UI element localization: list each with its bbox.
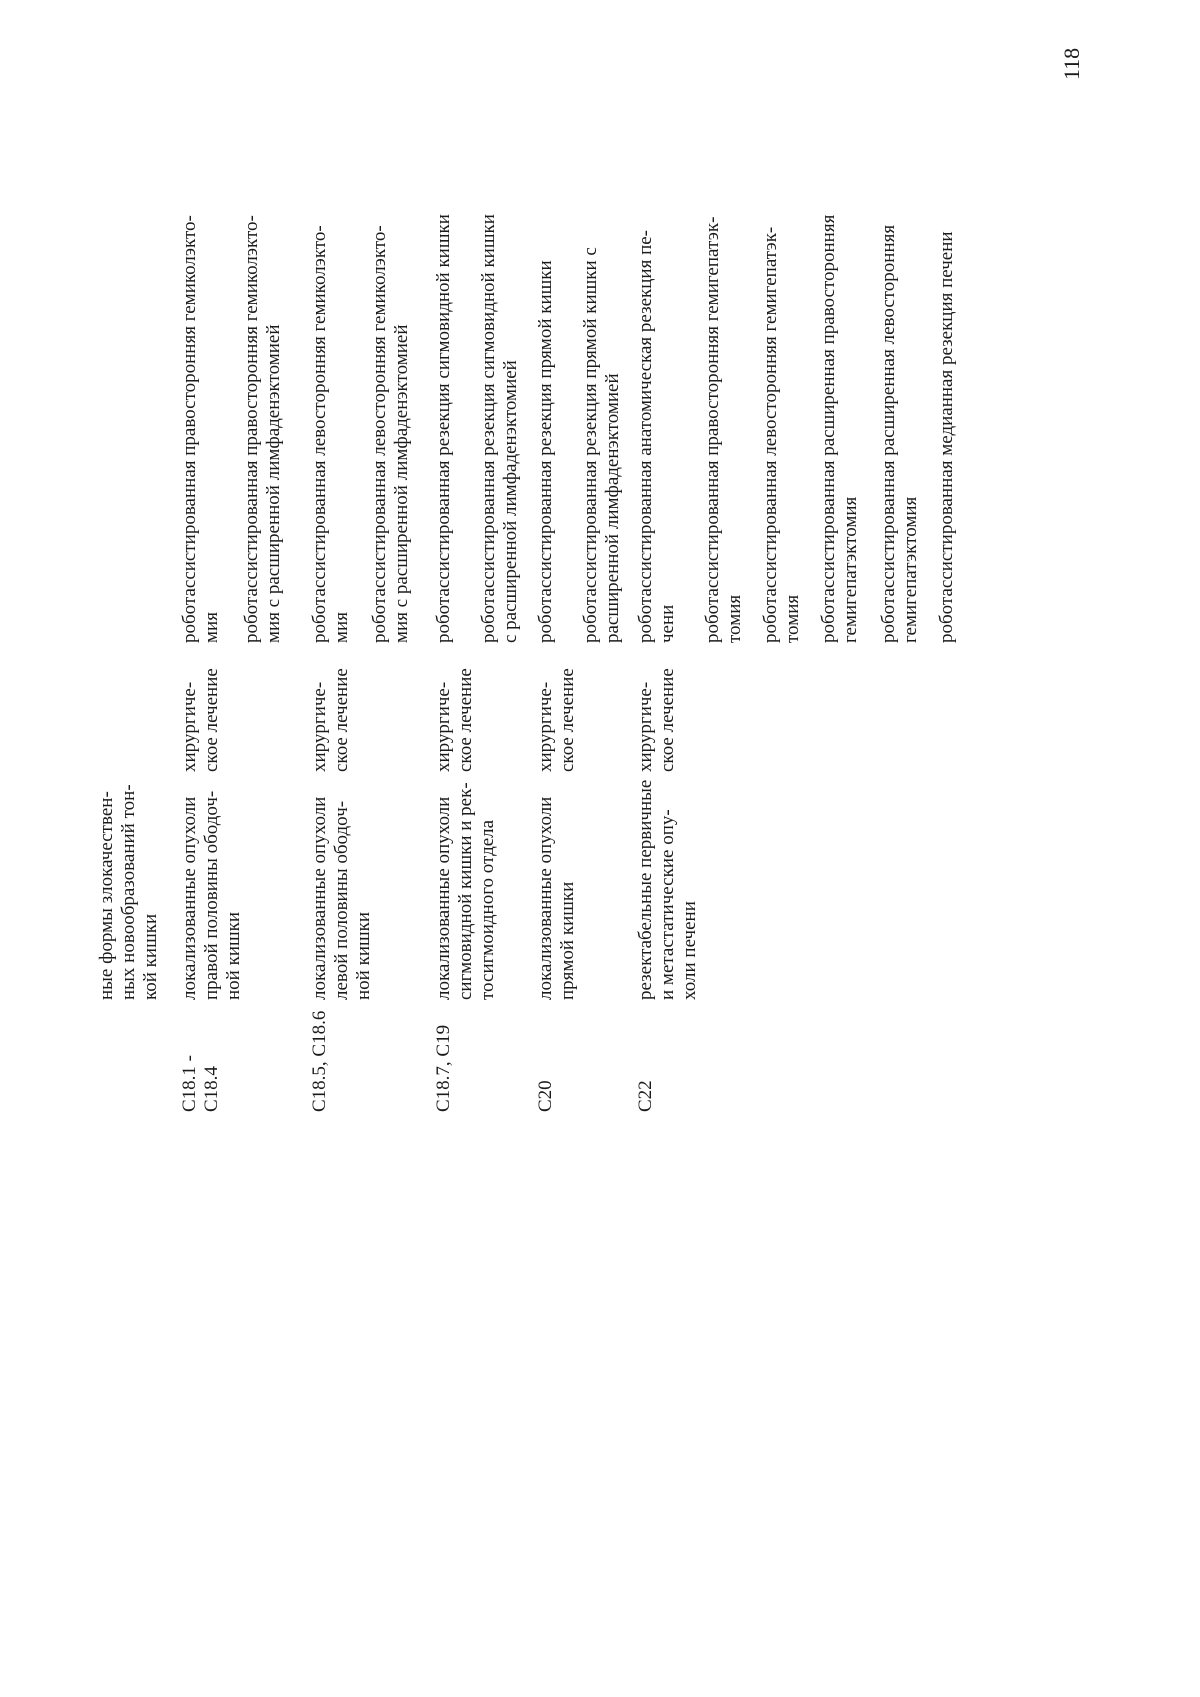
text-line: роботассистированная резекция сигмовидной кишки	[478, 214, 499, 643]
procedure-item	[535, 260, 557, 643]
text-line: ной кишки	[223, 911, 244, 1000]
text-line: с расширенной лимфаденэктомией	[500, 360, 521, 643]
treatment-cell	[535, 668, 579, 772]
text-line: C18.4	[201, 1066, 222, 1112]
text-line: роботассистированная правосторонняя гемиколэкто-	[179, 215, 200, 643]
text-line: гемигепатэктомия	[840, 496, 861, 643]
text-line: C18.5, C18.6	[309, 1010, 330, 1112]
description-cell	[433, 782, 499, 1000]
text-line: мия	[201, 612, 222, 643]
text-line: локализованные опухоли	[535, 796, 556, 1000]
text-line: правой половины ободоч-	[201, 790, 222, 1000]
text-line: роботассистированная левосторонняя гемигепатэк-	[760, 226, 781, 643]
procedure-item	[635, 230, 679, 643]
text-line: и метастатические опу-	[657, 809, 678, 1000]
procedure-item	[818, 215, 862, 643]
procedure-item	[241, 215, 285, 643]
text-line: локализованные опухоли	[179, 796, 200, 1000]
procedure-item	[580, 247, 624, 643]
text-line: хирургиче-	[309, 681, 330, 772]
treatment-cell	[309, 668, 353, 772]
text-line: роботассистированная правосторонняя гемиколэкто-	[241, 215, 262, 643]
text-line: кой кишки	[140, 913, 161, 1000]
text-line: мия с расширенной лимфаденэктомией	[391, 324, 412, 643]
description-cell	[179, 791, 245, 1000]
text-line: томия	[782, 594, 803, 643]
text-line: резектабельные первичные	[635, 779, 656, 1000]
text-line: C22	[635, 1080, 656, 1112]
text-line: холи печени	[679, 901, 700, 1000]
procedure-item	[702, 217, 746, 643]
procedure-item	[433, 214, 455, 643]
text-line: ское лечение	[455, 668, 476, 772]
text-line: роботассистированная расширенная левосторонняя	[878, 224, 899, 643]
description-cell	[309, 797, 375, 1000]
text-line: ское лечение	[201, 668, 222, 772]
text-line: ной кишки	[353, 911, 374, 1000]
code-cell	[179, 1055, 223, 1112]
text-line: тосигмоидного отдела	[477, 819, 498, 1000]
description-cell	[96, 784, 162, 1000]
procedure-item	[478, 214, 522, 643]
description-cell	[635, 780, 701, 1000]
text-line: расширенной лимфаденэктомией	[602, 373, 623, 643]
text-line: C18.1 -	[179, 1055, 200, 1112]
text-line: роботассистированная расширенная правосторонняя	[818, 214, 839, 643]
treatment-cell	[635, 668, 679, 772]
text-line: хирургиче-	[535, 681, 556, 772]
text-line: хирургиче-	[179, 681, 200, 772]
text-line: ское лечение	[557, 668, 578, 772]
procedure-item	[936, 231, 958, 643]
treatment-cell	[179, 668, 223, 772]
text-line: роботассистированная правосторонняя гемигепатэк-	[702, 216, 723, 643]
text-line: локализованные опухоли	[309, 796, 330, 1000]
text-line: хирургиче-	[635, 681, 656, 772]
text-line: ные формы злокачествен-	[96, 791, 117, 1000]
code-cell	[433, 1025, 455, 1112]
text-line: ское лечение	[331, 668, 352, 772]
text-line: мия	[331, 612, 352, 643]
code-cell	[535, 1080, 557, 1112]
text-line: роботассистированная резекция прямой кишки с	[580, 247, 601, 643]
text-line: роботассистированная медианная резекция печени	[936, 231, 957, 643]
description-cell	[535, 797, 579, 1000]
text-line: мия с расширенной лимфаденэктомией	[263, 324, 284, 643]
text-line: роботассистированная резекция прямой кишки	[535, 260, 556, 643]
treatment-cell	[433, 668, 477, 772]
code-cell	[635, 1080, 657, 1112]
text-line: C18.7, C19	[433, 1024, 454, 1112]
text-line: C20	[535, 1080, 556, 1112]
text-line: ных новообразований тон-	[118, 784, 139, 1000]
text-line: роботассистированная резекция сигмовидной кишки	[433, 214, 454, 643]
text-line: локализованные опухоли	[433, 796, 454, 1000]
text-line: хирургиче-	[433, 681, 454, 772]
text-line: роботассистированная левосторонняя гемиколэкто-	[369, 225, 390, 643]
procedure-item	[760, 227, 804, 643]
procedure-item	[179, 215, 223, 643]
text-line: чени	[657, 604, 678, 643]
text-line: ское лечение	[657, 668, 678, 772]
text-line: роботассистированная левосторонняя гемиколэкто-	[309, 225, 330, 643]
rotated-table	[90, 190, 970, 1125]
procedure-item	[878, 225, 922, 643]
text-line: прямой кишки	[557, 881, 578, 1000]
text-line: левой половины ободоч-	[331, 800, 352, 1000]
procedure-item	[309, 225, 353, 643]
page-number: 118	[1059, 47, 1084, 80]
text-line: гемигепатэктомия	[900, 496, 921, 643]
code-cell	[309, 1011, 331, 1112]
text-line: томия	[724, 594, 745, 643]
procedure-item	[369, 225, 413, 643]
text-line: сигмовидной кишки и рек-	[455, 782, 476, 1000]
text-line: роботассистированная анатомическая резекция пе-	[635, 229, 656, 643]
